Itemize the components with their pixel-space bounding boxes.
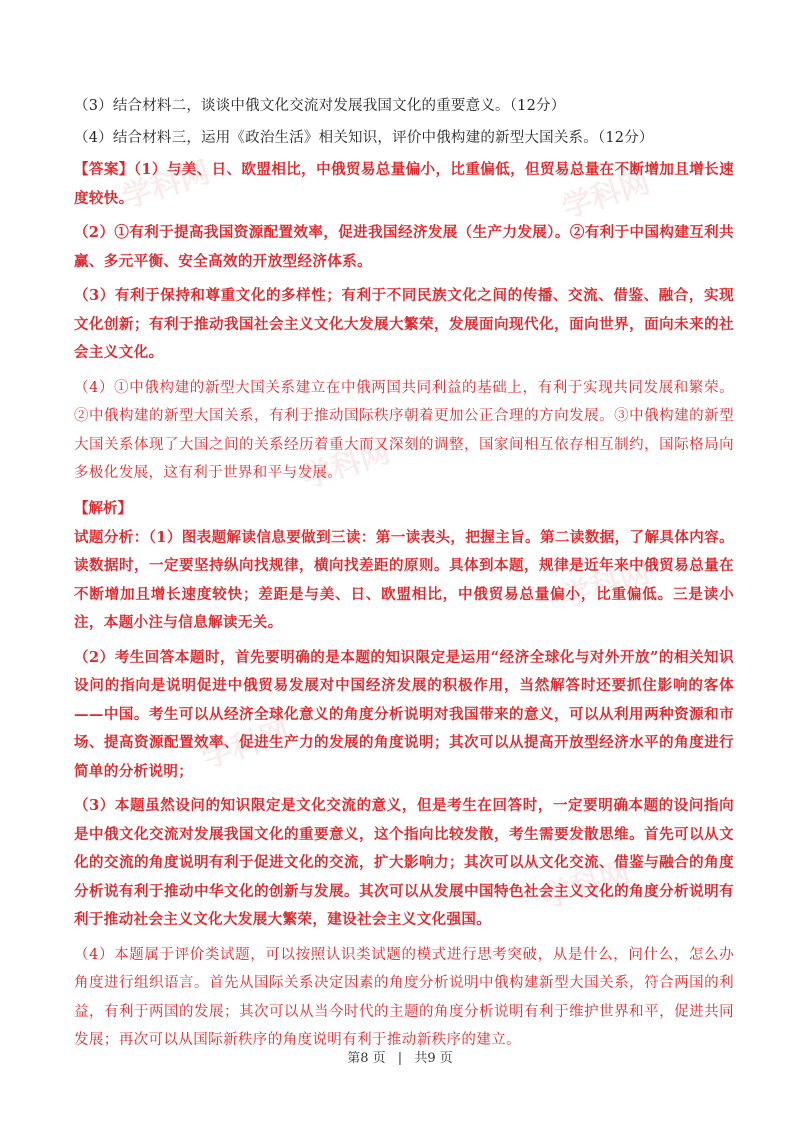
answer-paragraph-1: 【答案】（1）与美、日、欧盟相比，中俄贸易总量偏小，比重偏低，但贸易总量在不断增加且增长速度较快。 — [74, 161, 734, 207]
answer-paragraph-4: （4）①中俄构建的新型大国关系建立在中俄两国共同利益的基础上，有利于实现共同发展和繁荣。②中俄构建的新型大国关系，有利于推动国际秩序朝着更加公正合理的方向发展。③中俄构建的新型大国关系体现了大国之间的关系经历着重大而又深刻的调整，国家间相互依存相互制约，国际格局向多极化发展，这有利于世界和平与发展。 — [74, 379, 734, 481]
page-footer — [0, 1047, 800, 1066]
question-3: （3）结合材料二，谈谈中俄文化交流对发展我国文化的重要意义。（12分） — [74, 98, 566, 114]
analysis-paragraph-1: 试题分析：（1）图表题解读信息要做到三读：第一读表头，把握主旨。第二读数据，了解具体内容。读数据时，一定要坚持纵向找规律，横向找差距的原则。具体到本题，规律是近年来中俄贸易总量在不断增加且增长速度较快；差距是与美、日、欧盟相比，中俄贸易总量偏小，比重偏低。三是读小注，本题小注与信息解读无关。 — [74, 528, 734, 631]
page-number-total: 共9 页 — [414, 1051, 453, 1066]
watermark: 学科网 — [557, 554, 655, 616]
watermark: 学科网 — [537, 854, 635, 916]
answer-paragraph-3: （3）有利于保持和尊重文化的多样性；有利于不同民族文化之间的传播、交流、借鉴、融合，实现文化创新；有利于推动我国社会主义文化大发展大繁荣，发展面向现代化，面向世界，面向未来的社会主义文化。 — [74, 287, 734, 361]
watermark: 学科网 — [117, 154, 215, 216]
watermark: 学科网 — [197, 714, 295, 776]
page-number-separator: | — [397, 1051, 403, 1066]
answer-label: 【答案】 — [74, 161, 134, 178]
analysis-paragraph-4: （4）本题属于评价类试题，可以按照认识类试题的模式进行思考突破，从是什么，问什么，怎么办角度进行组织语言。首先从国际关系决定因素的角度分析说明中俄构建新型大国关系，符合两国的利益，有利于两国的发展；其次可以从当今时代的主题的角度分析说明有利于维护世界和平，促进共同发展；再次可以从国际新秩序的角度说明有利于推动新秩序的建立。 — [74, 946, 734, 1048]
content-body — [74, 92, 734, 1059]
analysis-label: 【解析】 — [74, 499, 132, 517]
watermark: 学科网 — [557, 164, 655, 226]
page-number-current: 第8 页 — [347, 1051, 386, 1066]
answer-paragraph-2: （2）①有利于提高我国资源配置效率，促进我国经济发展（生产力发展）。②有利于中国构建互利共赢、多元平衡、安全高效的开放型经济体系。 — [74, 224, 734, 270]
analysis-paragraph-3: （3）本题虽然设问的知识限定是文化交流的意义，但是考生在回答时，一定要明确本题的设问指向是中俄文化交流对发展我国文化的重要意义，这个指向比较发散，考生需要发散思维。首先可以从文化的交流的角度说明有利于促进文化的交流，扩大影响力；其次可以从文化交流、借鉴与融合的角度分析说有利于推动中华文化的创新与发展。其次可以从发展中国特色社会主义文化的角度分析说明有利于推动社会主义文化大发展大繁荣，建设社会主义文化强国。 — [74, 797, 734, 928]
analysis-paragraph-2: （2）考生回答本题时，首先要明确的是本题的知识限定是运用“经济全球化与对外开放”的相关知识设问的指向是说明促进中俄贸易发展对中国经济发展的积极作用，当然解答时还要抓住影响的客体——中国。考生可以从经济全球化意义的角度分析说明对我国带来的意义，可以从利用两种资源和市场、提高资源配置效率、促进生产力的发展的角度说明；其次可以从提高开放型经济水平的角度进行简单的分析说明； — [74, 648, 735, 780]
question-4: （4）结合材料三，运用《政治生活》相关知识，评价中俄构建的新型大国关系。（12分） — [74, 130, 654, 146]
watermark: 学科网 — [297, 434, 395, 496]
